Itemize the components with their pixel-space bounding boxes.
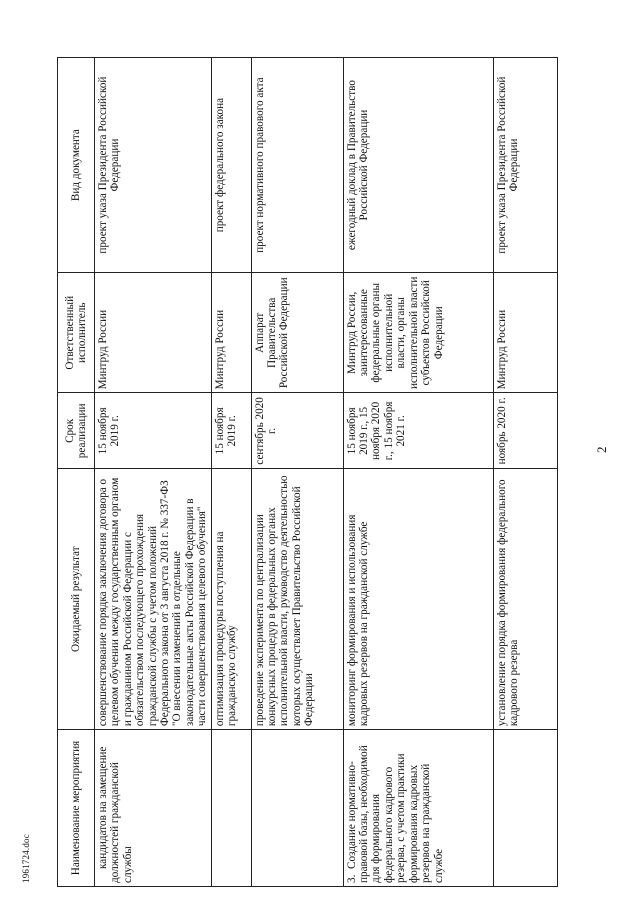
cell-doc: проект нормативного правового акта xyxy=(251,58,343,273)
table-row xyxy=(343,58,493,887)
cell-result: мониторинг формирования и использования кадровых резервов на гражданской службе xyxy=(343,469,493,730)
table-row xyxy=(493,58,557,887)
header-name: Наименование мероприятия xyxy=(58,730,95,887)
table-row xyxy=(251,58,343,887)
cell-term: 15 ноября 2019 г. xyxy=(95,393,212,469)
page-number: 2 xyxy=(594,446,609,453)
cell-term: сентябрь 2020 г. xyxy=(251,393,343,469)
cell-term: 15 ноября 2019 г. xyxy=(211,393,251,469)
cell-executor: Минтруд России xyxy=(493,273,557,393)
rotated-page xyxy=(15,10,635,895)
header-result: Ожидаемый результат xyxy=(58,469,95,730)
cell-term: ноябрь 2020 г. xyxy=(493,393,557,469)
cell-executor: Минтруд России, заинтересованные федеральные органы исполнительной власти, органы исполнительной власти субъектов Российской Федерации xyxy=(343,273,493,393)
cell-result: проведение эксперимента по централизации конкурсных процедур в федеральных органах исполнительной власти, руководство деятельностью которых осуществляет Правительство Российской Федерации xyxy=(251,469,343,730)
cell-executor: Минтруд России xyxy=(95,273,212,393)
cell-doc: проект указа Президента Российской Федерации xyxy=(493,58,557,273)
cell-name xyxy=(251,730,343,887)
plan-table xyxy=(57,57,558,887)
cell-name xyxy=(493,730,557,887)
cell-result: оптимизация процедуры поступления на гражданскую службу xyxy=(211,469,251,730)
cell-executor: Минтруд России xyxy=(211,273,251,393)
cell-doc: проект федерального закона xyxy=(211,58,251,273)
table-row xyxy=(95,58,212,887)
header-executor: Ответственный исполнитель xyxy=(58,273,95,393)
cell-term: 15 ноября 2019 г., 15 ноября 2020 г., 15 ноября 2021 г. xyxy=(343,393,493,469)
cell-executor: Аппарат Правительства Российской Федерации xyxy=(251,273,343,393)
table-header-row xyxy=(58,58,95,887)
cell-result: установление порядка формирования федерального кадрового резерва xyxy=(493,469,557,730)
cell-name: 3.Создание нормативно-правовой базы, необходимой для формирования федерального кадрового резерва, с учетом практики формирования кадровых резервов на гражданской службе xyxy=(343,730,493,887)
table-row xyxy=(211,58,251,887)
cell-name: кандидатов на замещение должностей гражданской службы xyxy=(95,730,212,887)
cell-doc: проект указа Президента Российской Федерации xyxy=(95,58,212,273)
cell-doc: ежегодный доклад в Правительство Российской Федерации xyxy=(343,58,493,273)
cell-name xyxy=(211,730,251,887)
cell-result: совершенствование порядка заключения договора о целевом обучении между государственным органом и гражданином Российской Федерации с обязательством последующего прохождения гражданской службы с учетом положений Федерального закона от 3 августа 2018 г. № 337-ФЗ "О внесении изменений в отдельные законодательные акты Российской Федерации в части совершенствования целевого обучения" xyxy=(95,469,212,730)
footer-file-code: 1961724.doc xyxy=(21,834,31,883)
header-doc-type: Вид документа xyxy=(58,58,95,273)
header-term: Срок реализации xyxy=(58,393,95,469)
